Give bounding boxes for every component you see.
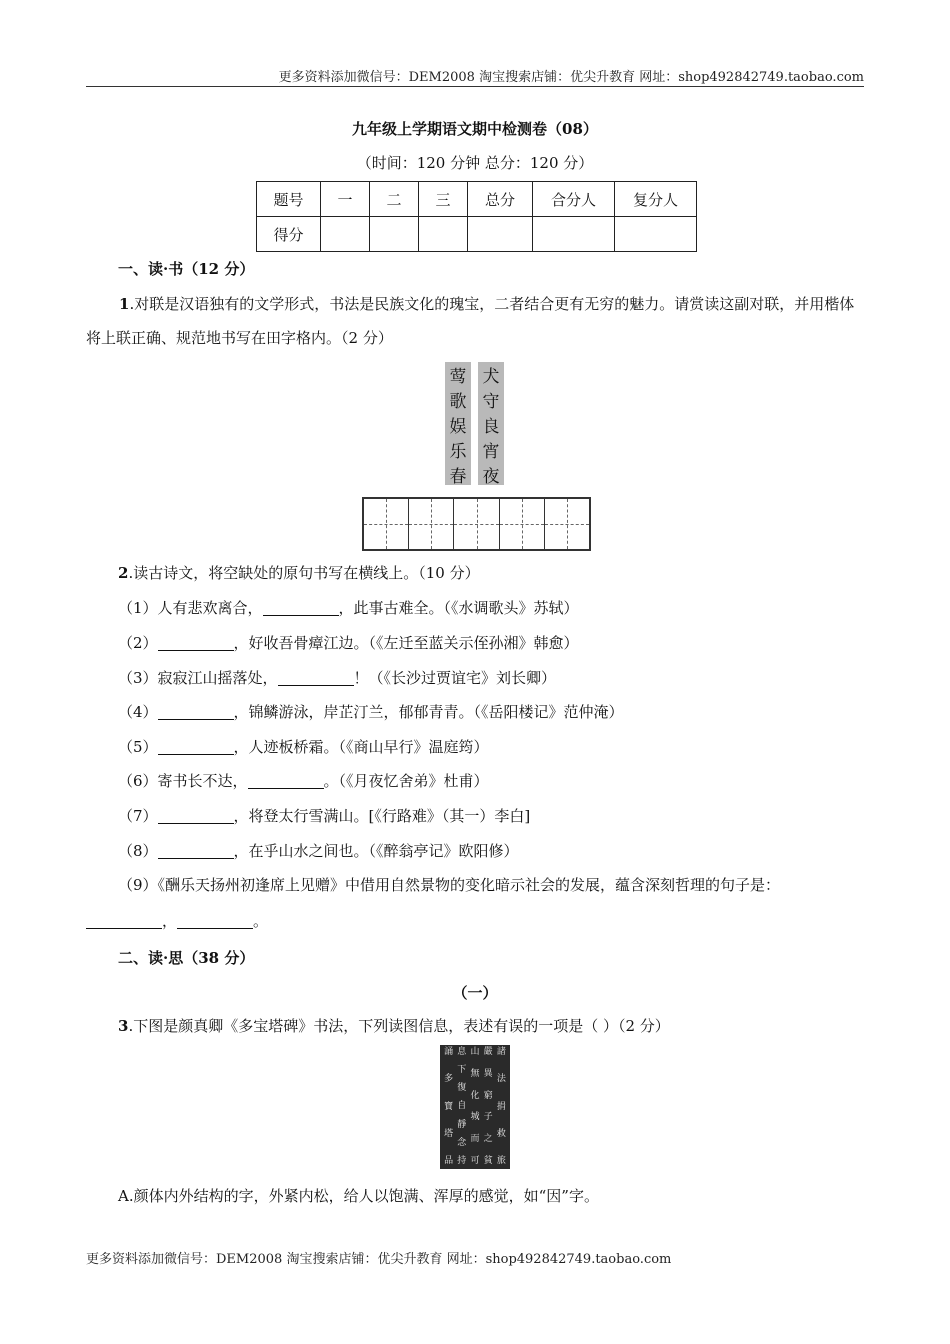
fill-item-4 [118, 701, 624, 722]
score-cell [468, 217, 533, 252]
stele-char: 念 [457, 1137, 467, 1148]
page-footer-text: 更多资料添加微信号：DEM2008 淘宝搜索店铺：优尖升教育 网址：shop492842749.taobao.com [86, 1252, 672, 1267]
stele-char: 之 [483, 1134, 493, 1145]
stele-char: 諸 [496, 1047, 506, 1057]
stele-char: 而 [470, 1134, 480, 1145]
couplet-right-scroll [478, 362, 504, 485]
stele-text [497, 1047, 506, 1167]
fill-item-pre: （6）寄书长不达， [118, 772, 248, 790]
stele-text [457, 1047, 466, 1167]
fill-item-pre: （5） [118, 738, 158, 756]
stele-char: 寶 [444, 1101, 454, 1112]
score-cell [615, 217, 697, 252]
stele-char: 山 [470, 1047, 480, 1057]
table-header-cell: 三 [419, 182, 468, 217]
stele-column [497, 1047, 506, 1167]
fill-item-post: ，此事古难全。（《水调歌头》苏轼） [338, 599, 579, 617]
stele-column [484, 1047, 493, 1167]
score-cell [370, 217, 419, 252]
fill-item-post: ，在乎山水之间也。（《醉翁亭记》欧阳修） [233, 842, 519, 860]
page-header-text: 更多资料添加微信号：DEM2008 淘宝搜索店铺：优尖升教育 网址：shop492842749.taobao.com [278, 70, 864, 85]
couplet-char: 娱 [449, 417, 467, 437]
table-header-cell: 复分人 [615, 182, 697, 217]
couplet-char: 犬 [482, 367, 500, 387]
table-header-cell: 合分人 [533, 182, 615, 217]
separator: ， [162, 912, 178, 930]
score-table-score-row [257, 217, 697, 252]
stele-char: 嚴 [483, 1047, 493, 1057]
fill-item-post: ，将登太行雪满山。[《行路难》（其一）李白] [233, 807, 531, 825]
couplet-char: 乐 [449, 442, 467, 462]
tianzige-cell[interactable] [364, 499, 409, 549]
answer-blank[interactable] [248, 772, 324, 789]
fill-item-post: 。（《月夜忆舍弟》杜甫） [323, 772, 489, 790]
stele-char: 異 [483, 1068, 493, 1079]
fill-item-post: ，锦鳞游泳，岸芷汀兰，郁郁青青。（《岳阳楼记》范仲淹） [233, 703, 624, 721]
table-row-label: 得分 [257, 217, 321, 252]
fill-item-pre: （8） [118, 842, 158, 860]
tianzige-cell[interactable] [545, 499, 589, 549]
stele-char: 塔 [444, 1128, 454, 1139]
stele-char: 法 [496, 1074, 506, 1085]
exam-title: 九年级上学期语文期中检测卷（08） [352, 120, 598, 138]
fill-item-9-blanks [86, 910, 268, 931]
stele-char: 城 [470, 1112, 480, 1123]
stele-char: 貧 [483, 1155, 493, 1166]
question-1-number: 1 [119, 295, 130, 313]
couplet-char: 宵 [482, 442, 500, 462]
couplet-char: 良 [482, 417, 500, 437]
fill-item-3 [118, 667, 556, 688]
tianzige-cell[interactable] [500, 499, 545, 549]
table-header-cell: 二 [370, 182, 419, 217]
couplet-char: 歌 [449, 392, 467, 412]
score-cell [419, 217, 468, 252]
tianzige-writing-grid[interactable] [362, 497, 591, 551]
fill-item-6 [118, 770, 489, 791]
stele-char: 持 [457, 1155, 467, 1166]
answer-blank[interactable] [158, 703, 234, 720]
stele-char: 靜 [457, 1119, 467, 1130]
stele-char: 復 [457, 1083, 467, 1094]
part-label: （一） [452, 984, 498, 1002]
fill-item-post: ，好收吾骨瘴江边。（《左迁至蓝关示侄孙湘》韩愈） [233, 634, 579, 652]
couplet-char: 夜 [482, 467, 500, 487]
question-1-text: .对联是汉语独有的文学形式，书法是民族文化的瑰宝，二者结合更有无穷的魅力。请赏读这副对联，并用楷体将上联正确、规范地书写在田字格内。（2 分） [86, 295, 855, 347]
duobao-stele-calligraphy [440, 1045, 510, 1169]
score-table [256, 181, 697, 252]
couplet-left-scroll [445, 362, 471, 485]
question-3 [118, 1015, 670, 1036]
fill-item-pre: （3）寂寂江山摇落处， [118, 669, 278, 687]
fill-item-2 [118, 632, 579, 653]
score-cell [321, 217, 370, 252]
couplet-char: 守 [482, 392, 500, 412]
stele-text [470, 1047, 479, 1167]
question-3-number: 3 [118, 1017, 129, 1035]
question-2 [118, 562, 480, 583]
stele-column [457, 1047, 466, 1167]
fill-item-5 [118, 736, 489, 757]
score-cell [533, 217, 615, 252]
terminator: 。 [253, 912, 269, 930]
question-3-text: .下图是颜真卿《多宝塔碑》书法，下列读图信息，表述有误的一项是（ ）（2 分） [128, 1017, 670, 1035]
answer-blank[interactable] [263, 599, 339, 616]
stele-char: 自 [457, 1101, 467, 1112]
stele-char: 無 [470, 1068, 480, 1079]
answer-blank[interactable] [86, 912, 162, 929]
tianzige-cell[interactable] [454, 499, 499, 549]
fill-item-7 [118, 805, 530, 826]
answer-blank[interactable] [158, 634, 234, 651]
answer-blank[interactable] [158, 842, 234, 859]
couplet-char: 莺 [449, 367, 467, 387]
answer-blank[interactable] [158, 738, 234, 755]
question-1 [86, 287, 868, 355]
fill-item-8 [118, 840, 519, 861]
fill-item-post: ！（《长沙过贾谊宅》刘长卿） [353, 669, 557, 687]
fill-item-1 [118, 597, 579, 618]
stele-char: 子 [483, 1112, 493, 1123]
stele-column [444, 1047, 453, 1167]
fill-item-post: ，人迹板桥霜。（《商山早行》温庭筠） [233, 738, 489, 756]
stele-char: 息 [457, 1047, 467, 1057]
header-divider [86, 86, 864, 87]
stele-char: 可 [470, 1155, 480, 1166]
stele-text [444, 1047, 453, 1167]
answer-blank[interactable] [278, 669, 354, 686]
score-table-header-row [257, 182, 697, 217]
couplet-char: 春 [449, 467, 467, 487]
question-2-number: 2 [118, 564, 129, 582]
table-header-cell: 一 [321, 182, 370, 217]
stele-char: 下 [457, 1065, 467, 1076]
question-2-text: .读古诗文，将空缺处的原句书写在横线上。（10 分） [128, 564, 480, 582]
stele-char: 捐 [496, 1101, 506, 1112]
stele-char: 誦 [444, 1047, 454, 1057]
stele-char: 旅 [496, 1156, 506, 1166]
table-header-cell: 总分 [468, 182, 533, 217]
fill-item-9: （9）《酬乐天扬州初逢席上见赠》中借用自然景物的变化暗示社会的发展，蕴含深刻哲理的句子是： [118, 876, 781, 894]
tianzige-cell[interactable] [409, 499, 454, 549]
stele-char: 多 [444, 1074, 454, 1085]
fill-item-pre: （1）人有悲欢离合， [118, 599, 263, 617]
fill-item-pre: （7） [118, 807, 158, 825]
option-a: A.颜体内外结构的字，外紧内松，给人以饱满、浑厚的感觉，如“因”字。 [118, 1187, 599, 1205]
fill-item-pre: （2） [118, 634, 158, 652]
section1-heading: 一、读·书（12 分） [118, 260, 255, 278]
stele-char: 窮 [483, 1090, 493, 1101]
answer-blank[interactable] [158, 807, 234, 824]
stele-char: 品 [444, 1156, 454, 1166]
section2-heading: 二、读·思（38 分） [118, 949, 255, 967]
fill-item-pre: （4） [118, 703, 158, 721]
stele-column [470, 1047, 479, 1167]
stele-text [484, 1047, 493, 1167]
stele-char: 救 [496, 1128, 506, 1139]
table-header-cell: 题号 [257, 182, 321, 217]
stele-char: 化 [470, 1090, 480, 1101]
exam-subtitle: （时间：120 分钟 总分：120 分） [356, 154, 594, 172]
answer-blank[interactable] [177, 912, 253, 929]
